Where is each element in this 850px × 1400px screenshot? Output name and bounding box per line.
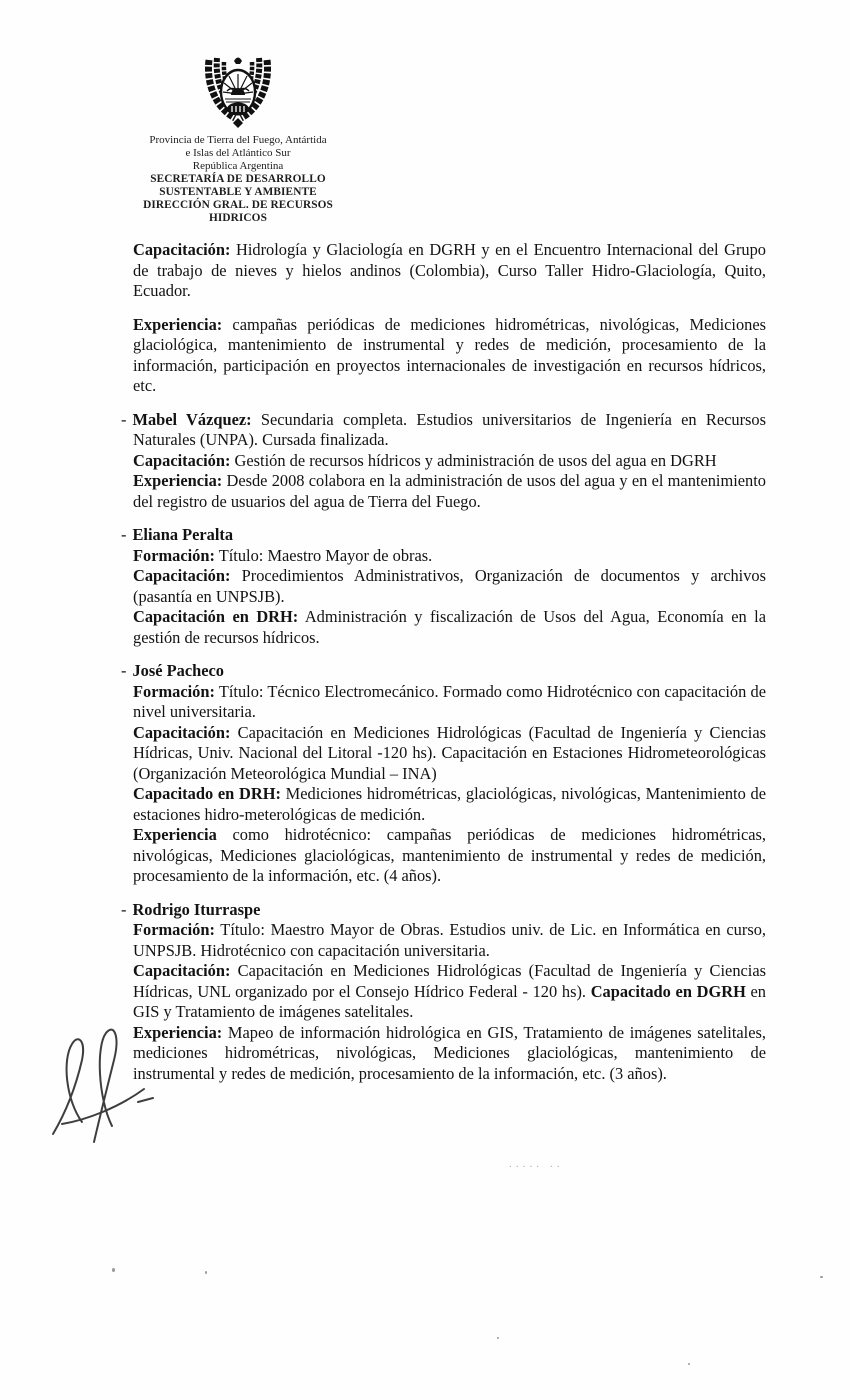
coat-of-arms-icon bbox=[198, 54, 278, 130]
entry-paragraph bbox=[133, 566, 766, 607]
paragraph-text: Desde 2008 colabora en la administración de usos del agua y en el mantenimiento del registro de usuarios del agua de Tierra del Fuego. bbox=[133, 471, 766, 511]
label-capacitado-dgrh: Capacitado en DGRH bbox=[590, 981, 746, 1001]
label-capacitacion-drh: Capacitación en DRH: bbox=[133, 607, 299, 626]
person-name: José Pacheco bbox=[132, 661, 224, 680]
entry-paragraph bbox=[133, 546, 766, 567]
paragraph-text: Administración y fiscalización de Usos del Agua, Economía en la gestión de recursos hídricos. bbox=[133, 607, 766, 647]
label-capacitacion: Capacitación: bbox=[133, 450, 231, 470]
paragraph-text: Procedimientos Administrativos, Organización de documentos y archivos (pasantía en UNPSJB). bbox=[133, 566, 766, 606]
handwritten-signature bbox=[46, 1022, 161, 1147]
bullet-dash: - bbox=[121, 409, 127, 429]
person-name: Eliana Peralta bbox=[132, 525, 234, 544]
scan-speck bbox=[112, 1268, 115, 1272]
bullet-dash: - bbox=[121, 661, 127, 680]
scan-speck bbox=[688, 1363, 690, 1365]
paragraph-text: Mediciones hidrométricas, glaciológicas, nivológicas, Mantenimiento de estaciones hidro-meterológicas de medición. bbox=[133, 784, 766, 824]
paragraph-text: Capacitación en Mediciones Hidrológicas (Facultad de Ingeniería y Ciencias Hídricas, UNL organizado por el Consejo Hídrico Federal - 120 hs). bbox=[133, 961, 766, 1001]
bullet-dash: - bbox=[121, 525, 127, 544]
letterhead-country-line: República Argentina bbox=[192, 160, 284, 172]
entry-paragraph bbox=[133, 451, 766, 472]
entry-paragraph bbox=[133, 682, 766, 723]
label-formacion: Formación: bbox=[133, 545, 215, 565]
entry-paragraph bbox=[133, 1023, 766, 1085]
paragraph-text: Título: Técnico Electromecánico. Formado como Hidrotécnico con capacitación de nivel universitaria. bbox=[133, 681, 766, 721]
entry-paragraph bbox=[133, 784, 766, 825]
paragraph-text: Secundaria completa. Estudios universitarios de Ingeniería en Recursos Naturales (UNPA). Cursada finalizada. bbox=[133, 409, 766, 449]
paragraph-text: Mapeo de información hidrológica en GIS, Tratamiento de imágenes satelitales, mediciones hidrométricas, nivológicas, Mediciones glaciológicas, mantenimiento de instrumental y redes de medición, procesamiento de la información, etc. (3 años). bbox=[133, 1022, 766, 1083]
letterhead bbox=[128, 54, 348, 225]
paragraph-experiencia-general bbox=[133, 315, 766, 397]
entry-paragraph bbox=[133, 825, 766, 887]
scan-speck bbox=[497, 1337, 499, 1339]
label-capacitado-drh: Capacitado en DRH: bbox=[133, 784, 281, 803]
label-experiencia: Experiencia: bbox=[133, 1022, 223, 1042]
label-formacion: Formación: bbox=[133, 681, 215, 701]
label-capacitacion: Capacitación: bbox=[133, 722, 231, 742]
paragraph-text: Hidrología y Glaciología en DGRH y en el Encuentro Internacional del Grupo de trabajo de nieves y hielos andinos (Colombia), Curso Taller Hidro-Glaciología, Quito, Ecuador. bbox=[133, 240, 766, 300]
paragraph-text: campañas periódicas de mediciones hidrométricas, nivológicas, Mediciones glaciológica, mantenimiento de instrumental y redes de medición, procesamiento de la información, participación en proyectos internacionales de investigación en recursos hídricos, etc. bbox=[133, 314, 766, 395]
entry-paragraph bbox=[133, 723, 766, 785]
letterhead-secretaria-line1: SECRETARÍA DE DESARROLLO bbox=[150, 173, 326, 185]
document-body bbox=[121, 240, 766, 1084]
entry-name-paragraph bbox=[121, 661, 766, 682]
paragraph-text: como hidrotécnico: campañas periódicas de mediciones hidrométricas, nivológicas, Mediciones glaciológicas, mantenimiento de instrumental y redes de medición, procesamiento de la información, etc. (4 años). bbox=[133, 825, 766, 885]
letterhead-province-line: Provincia de Tierra del Fuego, Antártida bbox=[149, 134, 327, 146]
letterhead-direccion-line1: DIRECCIÓN GRAL. DE RECURSOS bbox=[143, 199, 333, 211]
scan-speck bbox=[820, 1276, 823, 1278]
label-capacitacion: Capacitación: bbox=[133, 240, 231, 259]
entry-paragraph bbox=[133, 607, 766, 648]
label-experiencia: Experiencia bbox=[133, 825, 217, 844]
entry-name-paragraph bbox=[121, 525, 766, 546]
scan-speck bbox=[205, 1271, 207, 1274]
entry-paragraph bbox=[133, 471, 766, 512]
entry-jose-pacheco bbox=[121, 661, 766, 887]
person-name: Mabel Vázquez: bbox=[132, 409, 252, 429]
entry-name-paragraph bbox=[121, 409, 766, 451]
label-capacitacion: Capacitación: bbox=[133, 961, 231, 980]
letterhead-direccion-line2: HIDRICOS bbox=[209, 212, 267, 224]
bullet-dash: - bbox=[121, 899, 127, 919]
paragraph-text: Título: Maestro Mayor de Obras. Estudios univ. de Lic. en Informática en curso, UNPSJB. Hidrotécnico con capacitación universitaria. bbox=[133, 920, 766, 960]
entry-paragraph bbox=[133, 961, 766, 1023]
paragraph-capacitacion-general bbox=[133, 240, 766, 302]
label-formacion: Formación: bbox=[133, 920, 215, 939]
paragraph-text: en GIS y Tratamiento de imágenes satelitales. bbox=[133, 981, 766, 1021]
letterhead-islands-line: e Islas del Atlántico Sur bbox=[185, 147, 291, 159]
letterhead-secretaria-line2: SUSTENTABLE Y AMBIENTE bbox=[159, 186, 317, 198]
person-name: Rodrigo Iturraspe bbox=[132, 899, 261, 919]
entry-paragraph bbox=[133, 920, 766, 961]
paragraph-text: Título: Maestro Mayor de obras. bbox=[214, 545, 433, 565]
label-experiencia: Experiencia: bbox=[133, 314, 223, 334]
paragraph-text: Capacitación en Mediciones Hidrológicas (Facultad de Ingeniería y Ciencias Hídricas, Univ. Nacional del Litoral -120 hs). Capacitación en Estaciones Hidrometeorológicas (Organización Meteorológica Mundial – INA) bbox=[133, 722, 766, 783]
entry-eliana-peralta bbox=[121, 525, 766, 648]
entry-name-paragraph bbox=[121, 899, 766, 921]
entry-mabel-vazquez bbox=[121, 409, 766, 513]
label-capacitacion: Capacitación: bbox=[133, 566, 231, 585]
scan-artifact-dots: ····· ·· bbox=[508, 1162, 563, 1171]
entry-rodrigo-iturraspe bbox=[121, 899, 766, 1085]
label-experiencia: Experiencia: bbox=[133, 471, 223, 490]
paragraph-text: Gestión de recursos hídricos y administración de usos del agua en DGRH bbox=[230, 450, 717, 470]
